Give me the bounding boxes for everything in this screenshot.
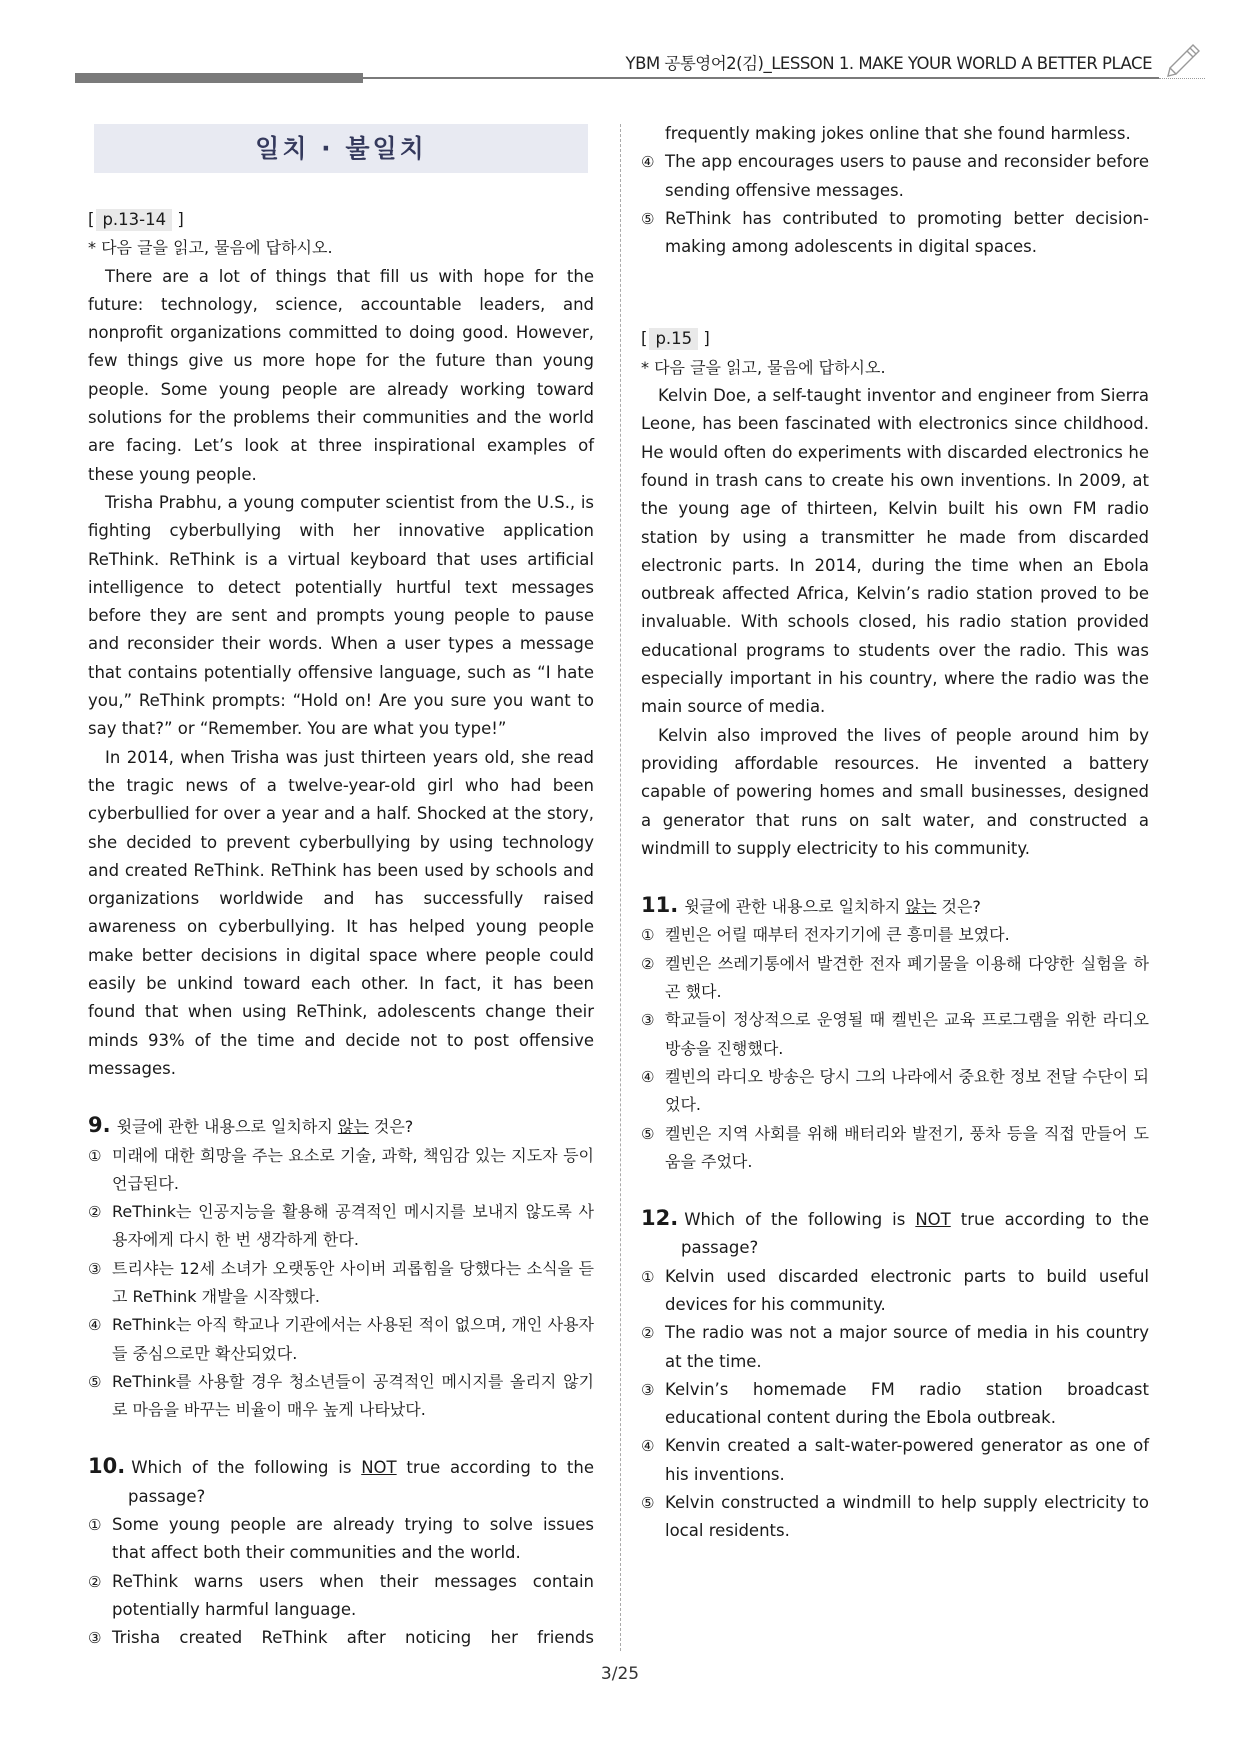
question-stem: 9. 윗글에 관한 내용으로 일치하지 않는 것은? [88,1113,414,1138]
answer-option[interactable]: ⑤ ReThink를 사용할 경우 청소년들이 공격적인 메시지를 올리지 않기로 마음을 바꾸는 비율이 매우 높게 나타났다. [88,1371,594,1420]
pencil-icon [1160,38,1204,78]
passage-paragraph: Kelvin Doe, a self-taught inventor and engineer from Sierra Leone, has been fascinated with electronics since childhood. He would often do experiments with discarded electronics he found in trash cans to create his own inventions. In 2009, at the young age of thirteen, Kelvin built his own FM radio station by using a transmitter he made from discarded electronic parts. In 2014, during the time when an Ebola outbreak affected Africa, Kelvin’s radio station proved to be invaluable. With schools closed, his radio station provided educational programs to students over the radio. This was especially important in his country, where the radio was the main source of media. [641,386,1149,717]
question-9 [88,1111,594,1424]
answer-option[interactable]: ② The radio was not a major source of media in his country at the time. [641,1323,1149,1371]
answer-option[interactable]: ④ The app encourages users to pause and reconsider before sending offensive messages. [641,152,1149,200]
answer-option[interactable]: ② ReThink warns users when their messages contain potentially harmful language. [88,1571,594,1619]
answer-option[interactable]: ③ 트리샤는 12세 소녀가 오랫동안 사이버 괴롭힘을 당했다는 소식을 듣고 ReThink 개발을 시작했다. [88,1258,594,1306]
answer-option[interactable]: ③ Kelvin’s homemade FM radio station broadcast educational content during the Ebola outbreak. [641,1379,1149,1428]
passage-paragraph: Trisha Prabhu, a young computer scientist from the U.S., is fighting cyberbullying with her innovative application ReThink. ReThink is a virtual keyboard that uses artificial intelligence to detect potentially hurtful text messages before they are sent and prompts young people to pause and reconsider their words. When a user types a message that contains potentially offensive language, such as “I hate you,” ReThink prompts: “Hold on! Are you sure you want to say that?” or “Remember. You are what you type!” [88,492,594,739]
answer-option[interactable]: ② ReThink는 인공지능을 활용해 공격적인 메시지를 보내지 않도록 사용자에게 다시 한 번 생각하게 한다. [88,1202,594,1250]
answer-option[interactable]: ④ ReThink는 아직 학교나 기관에서는 사용된 적이 없으며, 개인 사용자들 중심으로만 확산되었다. [88,1315,594,1363]
instruction: * 다음 글을 읽고, 물음에 답하시오. [641,357,886,377]
column-divider [620,124,621,1651]
answer-option[interactable]: ③ 학교들이 정상적으로 운영될 때 켈빈은 교육 프로그램을 위한 라디오 방송을 진행했다. [641,1010,1149,1058]
question-11 [641,891,1149,1176]
question-stem: 10. Which of the following is NOT true according to the passage? [88,1454,594,1506]
right-column [641,120,1149,1546]
page-tag-label: p.15 [649,328,698,350]
question-12 [641,1204,1149,1546]
passage-paragraph: In 2014, when Trisha was just thirteen years old, she read the tragic news of a twelve-year-old girl who had been cyberbullied for over a year and a half. Shocked at the story, she decided to prevent cyberbullying by using technology and created ReThink. ReThink has been used by schools and organizations worldwide and has successfully raised awareness on cyberbullying. It has helped young people make better decisions in digital space where people could easily be unkind toward each other. In fact, it has been found that when using ReThink, adolescents change their minds 93% of the time and decide not to post offensive messages. [88,747,594,1078]
question-number: 9. [88,1113,111,1138]
page-tag-label: p.13-14 [96,209,172,231]
answer-option[interactable]: ④ 켈빈의 라디오 방송은 당시 그의 나라에서 중요한 정보 전달 수단이 되었다. [641,1066,1149,1115]
header-rule [363,77,1159,79]
question-stem: 12. Which of the following is NOT true according to the passage? [641,1206,1149,1258]
page-tag: [ p.15 ] [641,329,710,349]
page-tag: [ p.13-14 ] [88,210,184,229]
header-bar [75,73,363,83]
question-number: 12. [641,1206,679,1231]
answer-option[interactable]: ① Some young people are already trying to solve issues that affect both their communities and the world. [88,1515,594,1563]
answer-option[interactable]: ① 미래에 대한 희망을 주는 요소로 기술, 과학, 책임감 있는 지도자 등이 언급된다. [88,1145,594,1193]
header-title: YBM 공통영어2(김)_LESSON 1. MAKE YOUR WORLD A BETTER PLACE [625,54,1152,73]
page-number: 3/25 [600,1664,640,1684]
section-title: 일치 · 불일치 [94,124,588,173]
answer-option[interactable]: ③ Trisha created ReThink after noticing her friends [88,1628,594,1648]
answer-option[interactable]: ① 켈빈은 어릴 때부터 전자기기에 큰 흥미를 보였다. [641,925,1010,945]
answer-option[interactable]: ⑤ 켈빈은 지역 사회를 위해 배터리와 발전기, 풍차 등을 직접 만들어 도움을 주었다. [641,1123,1149,1171]
answer-option[interactable]: ② 켈빈은 쓰레기통에서 발견한 전자 폐기물을 이용해 다양한 실험을 하곤 했다. [641,953,1149,1002]
answer-option[interactable]: ⑤ Kelvin constructed a windmill to help supply electricity to local residents. [641,1493,1149,1541]
instruction: * 다음 글을 읽고, 물음에 답하시오. [88,238,333,258]
answer-option-continued: frequently making jokes online that she found harmless. [665,124,1131,143]
answer-option[interactable]: ④ Kenvin created a salt-water-powered generator as one of his inventions. [641,1436,1149,1484]
question-number: 11. [641,893,679,918]
question-number: 10. [88,1454,126,1479]
header-dotted-rule [1159,78,1205,79]
question-stem: 11. 윗글에 관한 내용으로 일치하지 않는 것은? [641,893,981,918]
passage-paragraph: There are a lot of things that fill us with hope for the future: technology, science, accountable leaders, and nonprofit organizations committed to doing good. However, few things give us more hope for the future than young people. Some young people are already working toward solutions for the problems their communities and the world are facing. Let’s look at three inspirational examples of these young people. [88,266,594,484]
answer-option[interactable]: ⑤ ReThink has contributed to promoting better decision-making among adolescents in digital spaces. [641,208,1149,257]
question-10 [88,1452,594,1652]
answer-option[interactable]: ① Kelvin used discarded electronic parts to build useful devices for his community. [641,1266,1149,1314]
left-column [88,206,594,1653]
passage-paragraph: Kelvin also improved the lives of people around him by providing affordable resources. He invented a battery capable of powering homes and small businesses, designed a generator that runs on salt water, and constructed a windmill to supply electricity to his community. [641,725,1149,858]
